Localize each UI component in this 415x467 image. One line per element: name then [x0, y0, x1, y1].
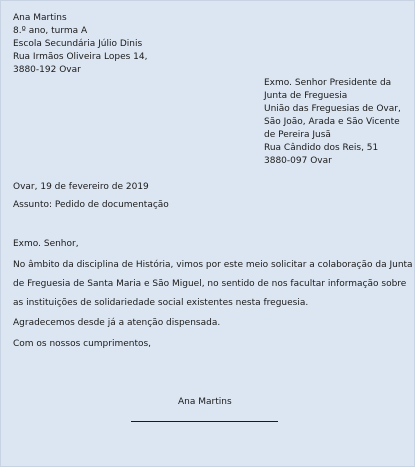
- recipient-line: São João, Arada e São Vicente: [264, 117, 400, 127]
- recipient-block: [264, 78, 401, 169]
- paragraph-line: No âmbito da disciplina de História, vimos por este meio solicitar a colaboração da Junta: [13, 260, 413, 270]
- salutation: Exmo. Senhor,: [13, 239, 79, 249]
- thanks-line: Agradecemos desde já a atenção dispensada.: [13, 318, 221, 328]
- recipient-line: 3880-097 Ovar: [264, 156, 332, 166]
- sender-school: Escola Secundária Júlio Dinis: [13, 39, 143, 49]
- sender-block: [13, 13, 147, 78]
- recipient-line: Rua Cândido dos Reis, 51: [264, 143, 379, 153]
- sender-name: Ana Martins: [13, 13, 67, 23]
- sender-street: Rua Irmãos Oliveira Lopes 14,: [13, 52, 148, 62]
- sender-class: 8.º ano, turma A: [13, 26, 88, 36]
- paragraph-line: de Freguesia de Santa Maria e São Miguel, no sentido de nos facultar informação sobre: [13, 279, 407, 289]
- recipient-line: Exmo. Senhor Presidente da: [264, 78, 392, 88]
- date-line: Ovar, 19 de fevereiro de 2019: [13, 182, 149, 192]
- recipient-line: de Pereira Jusã: [264, 130, 331, 140]
- signature-name: Ana Martins: [178, 397, 232, 407]
- subject-line: Assunto: Pedido de documentação: [13, 200, 169, 210]
- signature-line: [131, 421, 278, 422]
- paragraph-line: as instituições de solidariedade social existentes nesta freguesia.: [13, 298, 309, 308]
- recipient-line: União das Freguesias de Ovar,: [264, 104, 401, 114]
- closing-line: Com os nossos cumprimentos,: [13, 339, 152, 349]
- recipient-line: Junta de Freguesia: [264, 91, 348, 101]
- sender-postal: 3880-192 Ovar: [13, 65, 81, 75]
